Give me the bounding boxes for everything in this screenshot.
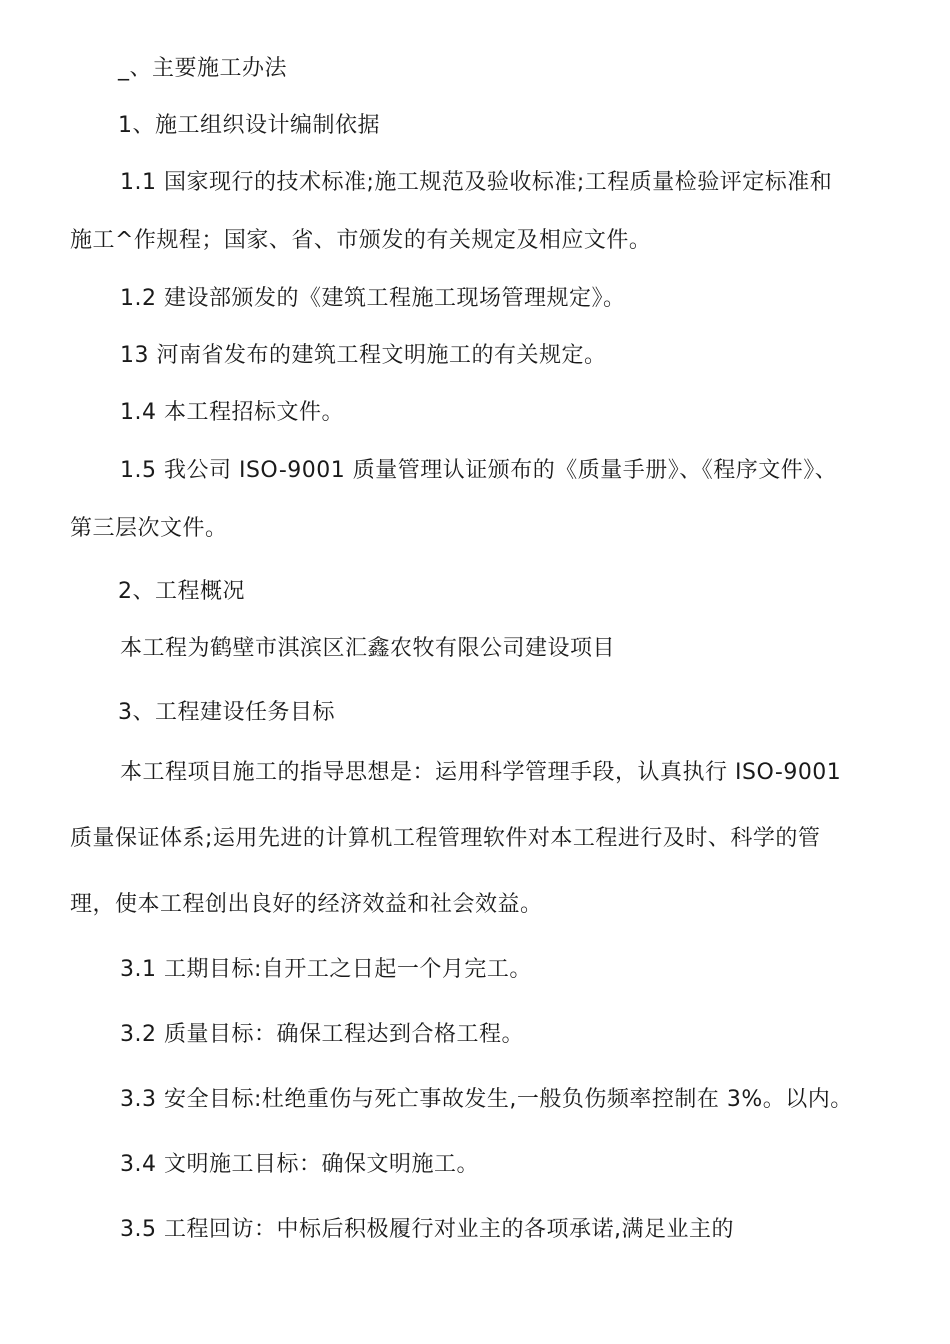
section-heading-construction-methods: _、主要施工办法 xyxy=(118,56,288,81)
paragraph-1-1-line-2: 施工^作规程；国家、省、市颁发的有关规定及相应文件。 xyxy=(70,228,652,253)
paragraph-1-5-line-1: 1.5 我公司 ISO-9001 质量管理认证颁布的《质量手册》、《程序文件》、 xyxy=(120,458,838,483)
subheading-overview: 2、工程概况 xyxy=(118,579,245,604)
subheading-goals: 3、工程建设任务目标 xyxy=(118,700,335,725)
paragraph-1-4: 1.4 本工程招标文件。 xyxy=(120,400,344,425)
paragraph-guiding-line-3: 理，使本工程创出良好的经济效益和社会效益。 xyxy=(70,892,543,917)
paragraph-1-1-line-1: 1.1 国家现行的技术标准;施工规范及验收标准;工程质量检验评定标准和 xyxy=(120,170,833,195)
paragraph-3-1: 3.1 工期目标:自开工之日起一个月完工。 xyxy=(120,957,532,982)
paragraph-3-5: 3.5 工程回访：中标后积极履行对业主的各项承诺,满足业主的 xyxy=(120,1217,734,1242)
paragraph-guiding-line-1: 本工程项目施工的指导思想是：运用科学管理手段，认真执行 ISO-9001 xyxy=(120,760,842,785)
paragraph-1-3: 13 河南省发布的建筑工程文明施工的有关规定。 xyxy=(120,343,607,368)
paragraph-1-2: 1.2 建设部颁发的《建筑工程施工现场管理规定》。 xyxy=(120,286,626,311)
paragraph-3-4: 3.4 文明施工目标：确保文明施工。 xyxy=(120,1152,479,1177)
paragraph-3-2: 3.2 质量目标：确保工程达到合格工程。 xyxy=(120,1022,524,1047)
subheading-basis: 1、施工组织设计编制依据 xyxy=(118,113,380,138)
paragraph-3-3: 3.3 安全目标:杜绝重伤与死亡事故发生,一般负伤频率控制在 3%。以内。 xyxy=(120,1087,853,1112)
paragraph-overview: 本工程为鹤壁市淇滨区汇鑫农牧有限公司建设项目 xyxy=(120,636,616,661)
paragraph-1-5-line-2: 第三层次文件。 xyxy=(70,516,228,541)
paragraph-guiding-line-2: 质量保证体系;运用先进的计算机工程管理软件对本工程进行及时、科学的管 xyxy=(70,826,821,851)
